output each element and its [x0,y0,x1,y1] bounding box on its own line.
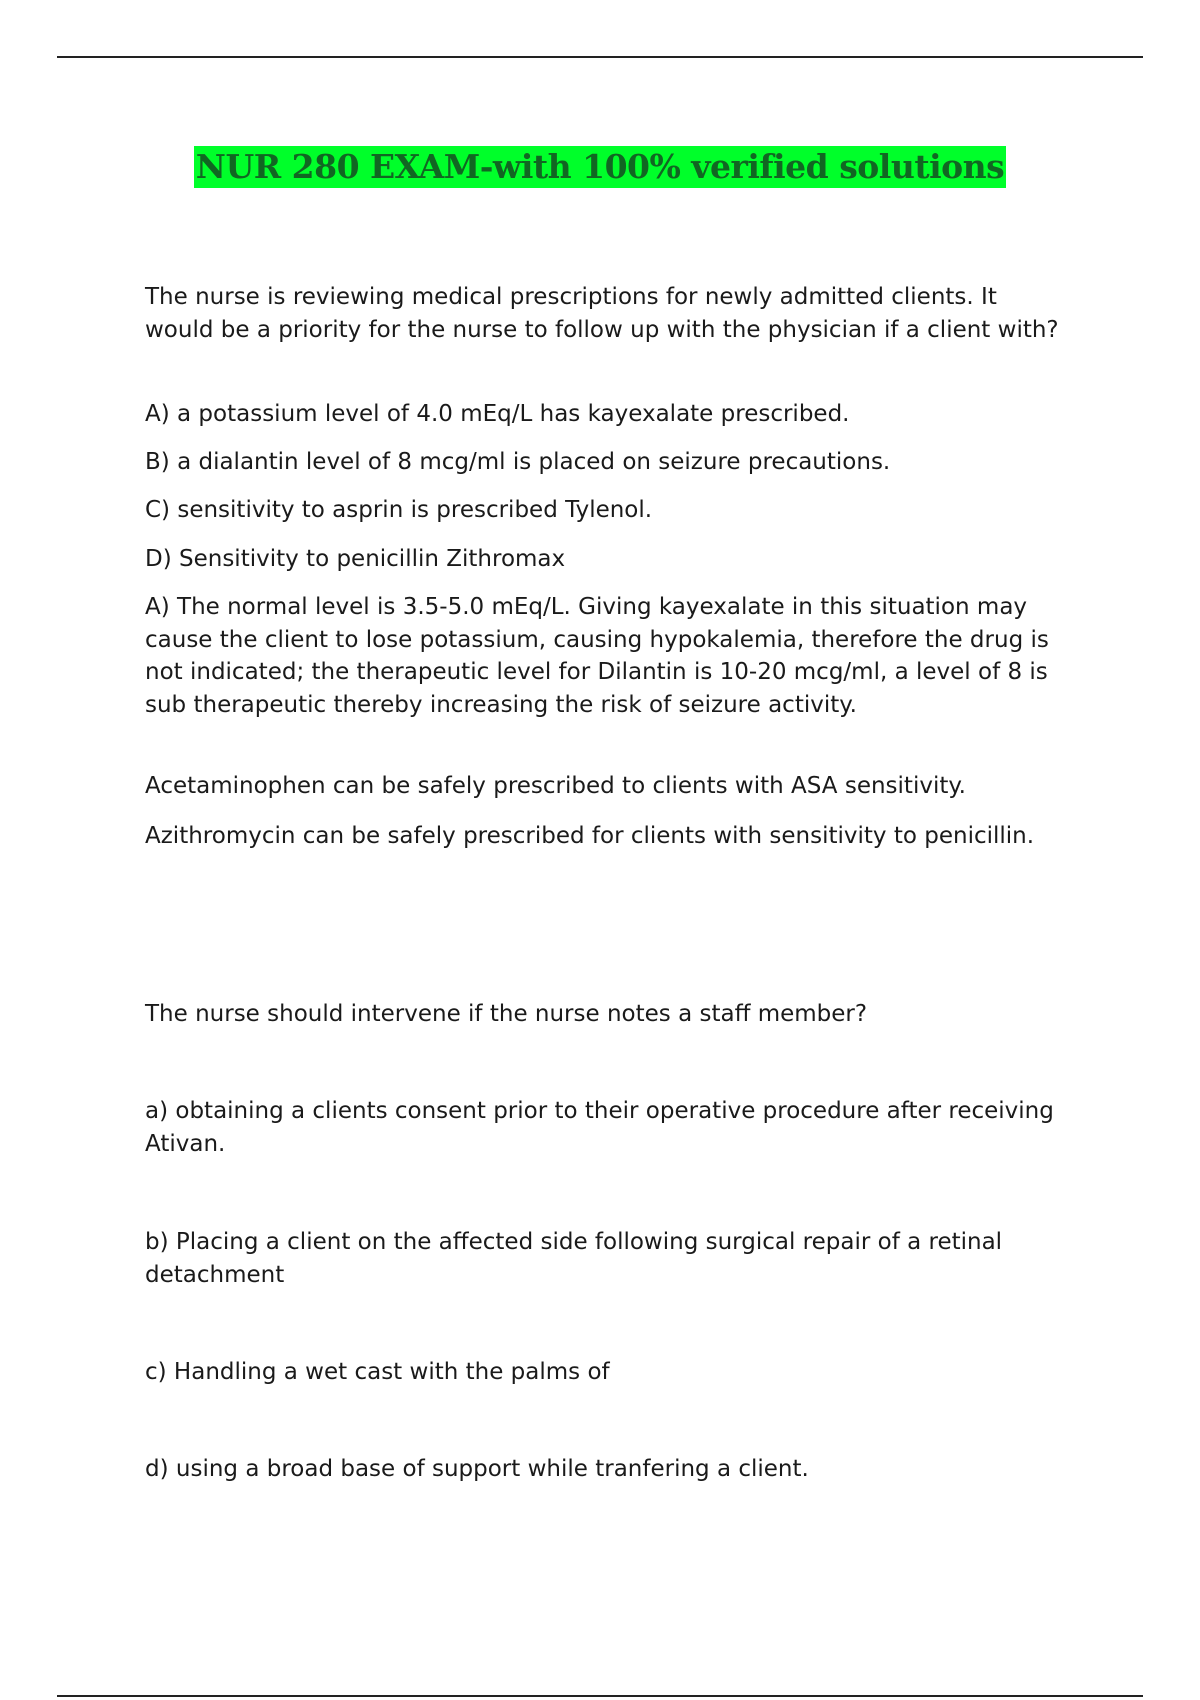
question-1-option-d: D) Sensitivity to penicillin Zithromax [145,546,566,572]
question-1-option-a: A) a potassium level of 4.0 mEq/L has kayexalate prescribed. [145,401,850,427]
title-container [0,146,1200,188]
question-1-option-b: B) a dialantin level of 8 mcg/ml is placed on seizure precautions. [145,449,891,475]
bottom-rule [57,1695,1143,1697]
question-1-rationale-1: A) The normal level is 3.5-5.0 mEq/L. Giving kayexalate in this situation may cause the client to lose potassium, causing hypokalemia, therefore the drug is not indicated; the therapeutic level for Dilantin is 10-20 mcg/ml, a level of 8 is sub therapeutic thereby increasing the risk of seizure activity. [145,594,1049,718]
question-1-option-c: C) sensitivity to asprin is prescribed Tylenol. [145,497,653,523]
question-2-option-b: b) Placing a client on the affected side following surgical repair of a retinal detachment [145,1229,1003,1288]
document-title: NUR 280 EXAM-with 100% verified solutions [195,147,1005,186]
question-2-option-d: d) using a broad base of support while tranfering a client. [145,1456,809,1482]
question-1-rationale-2: Acetaminophen can be safely prescribed to clients with ASA sensitivity. [145,773,966,799]
top-rule [57,56,1143,58]
question-1-rationale-3: Azithromycin can be safely prescribed for clients with sensitivity to penicillin. [145,823,1035,849]
question-2-stem: The nurse should intervene if the nurse notes a staff member? [145,1001,868,1027]
question-2-option-a: a) obtaining a clients consent prior to their operative procedure after receiving Ativan. [145,1098,1054,1157]
question-2-option-c: c) Handling a wet cast with the palms of [145,1359,610,1385]
question-1-stem: The nurse is reviewing medical prescriptions for newly admitted clients. It would be a priority for the nurse to follow up with the physician if a client with? [145,284,1059,343]
